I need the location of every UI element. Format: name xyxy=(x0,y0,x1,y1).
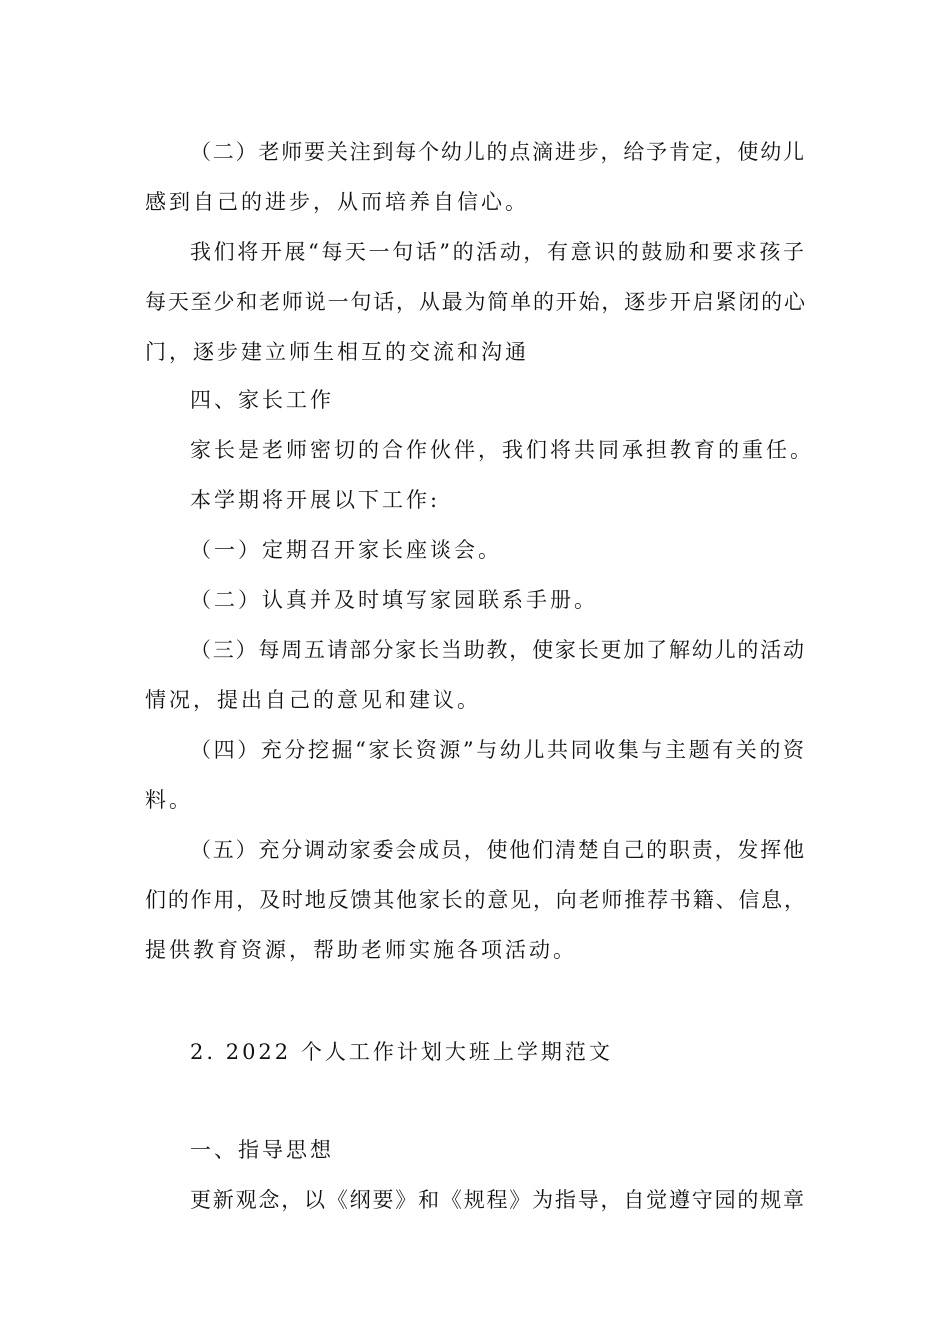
list-item-continuation: 们的作用，及时地反馈其他家长的意见，向老师推荐书籍、信息， xyxy=(145,888,805,912)
list-item: （一）定期召开家长座谈会。 xyxy=(190,538,502,562)
section-title: 2. 2022 个人工作计划大班上学期范文 xyxy=(190,1040,613,1064)
list-item: （四）充分挖掘“家长资源”与幼儿共同收集与主题有关的资 xyxy=(190,738,804,762)
paragraph-line: 感到自己的进步，从而培养自信心。 xyxy=(145,190,529,214)
list-item: （二）认真并及时填写家园联系手册。 xyxy=(190,588,598,612)
paragraph-line: 家长是老师密切的合作伙伴，我们将共同承担教育的重任。 xyxy=(190,438,814,462)
list-item-continuation: 情况，提出自己的意见和建议。 xyxy=(145,688,481,712)
paragraph-line: 每天至少和老师说一句话，从最为简单的开始，逐步开启紧闭的心 xyxy=(145,290,805,314)
list-item-continuation: 提供教育资源，帮助老师实施各项活动。 xyxy=(145,938,577,962)
paragraph-line: 门，逐步建立师生相互的交流和沟通 xyxy=(145,340,529,364)
paragraph-line: 本学期将开展以下工作: xyxy=(190,488,441,512)
list-item: （三）每周五请部分家长当助教，使家长更加了解幼儿的活动 xyxy=(190,638,804,662)
section-heading: 四、家长工作 xyxy=(190,388,334,412)
paragraph-line: 更新观念，以《纲要》和《规程》为指导，自觉遵守园的规章 xyxy=(190,1188,804,1212)
paragraph-line: （二）老师要关注到每个幼儿的点滴进步，给予肯定，使幼儿 xyxy=(190,140,804,164)
list-item-continuation: 料。 xyxy=(145,788,193,812)
section-heading: 一、指导思想 xyxy=(190,1138,334,1162)
list-item: （五）充分调动家委会成员，使他们清楚自己的职责，发挥他 xyxy=(190,838,804,862)
paragraph-line: 我们将开展“每天一句话”的活动，有意识的鼓励和要求孩子 xyxy=(190,240,804,264)
